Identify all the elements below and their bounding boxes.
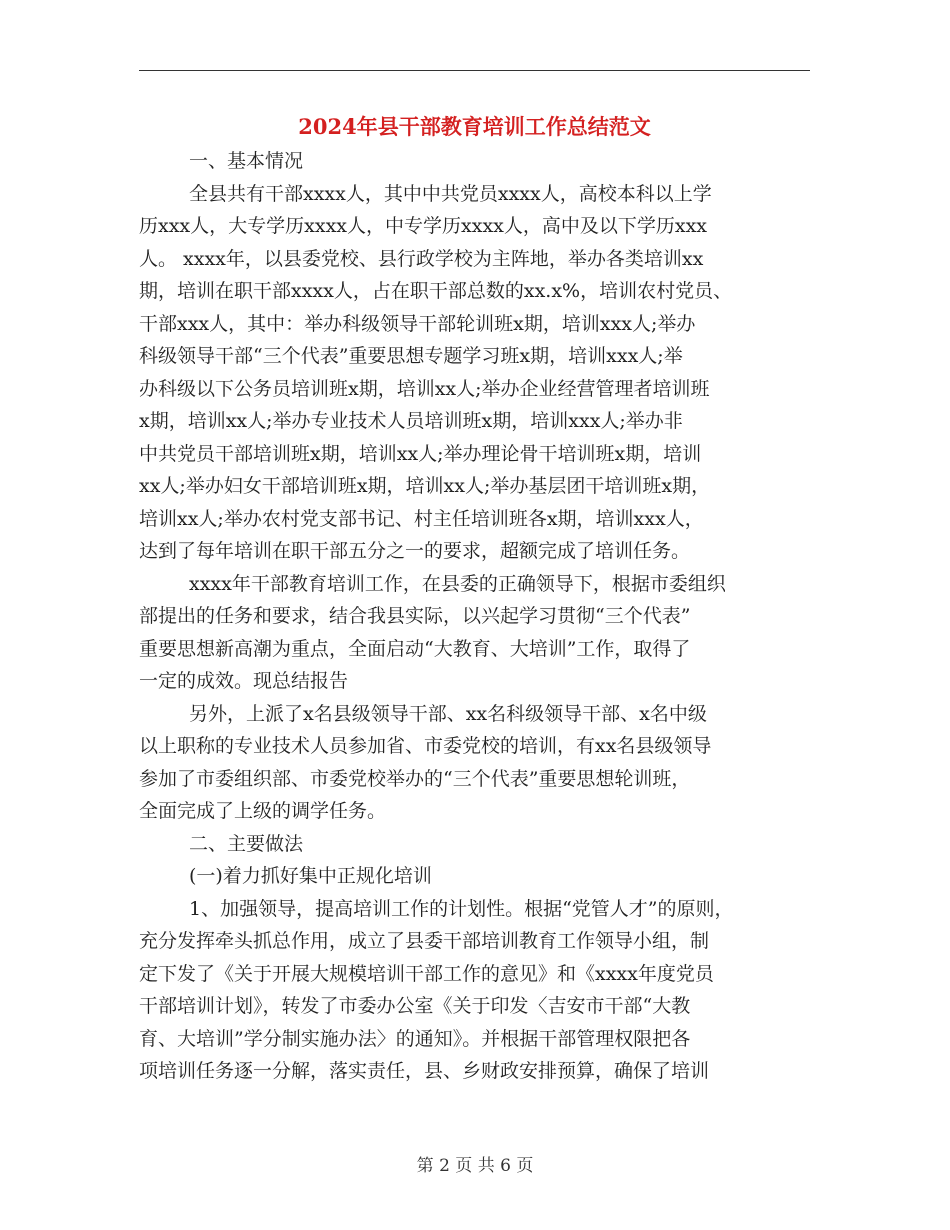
- text-line: 一、基本情况: [189, 150, 304, 172]
- text-line: 历xxx人，大专学历xxxx人，中专学历xxxx人，高中及以下学历xxx: [139, 215, 708, 237]
- text-line: 定下发了《关于开展大规模培训干部工作的意见》和《xxxx年度党员: [139, 962, 714, 985]
- text-line: 以上职称的专业技术人员参加省、市委党校的培训，有xx名县级领导: [139, 735, 712, 757]
- text-line: 充分发挥牵头抓总作用，成立了县委干部培训教育工作领导小组，制: [139, 930, 710, 952]
- text-line: 中共党员干部培训班x期，培训xx人;举办理论骨干培训班x期，培训: [139, 442, 702, 465]
- text-line: 期，培训在职干部xxxx人，占在职干部总数的xx.x%，培训农村党员、: [139, 280, 733, 302]
- text-line: 参加了市委组织部、市委党校举办的“三个代表”重要思想轮训班，: [139, 767, 691, 790]
- text-line: 项培训任务逐一分解，落实责任，县、乡财政安排预算，确保了培训: [139, 1060, 710, 1082]
- text-line: 部提出的任务和要求，结合我县实际，以兴起学习贯彻“三个代表”: [139, 605, 691, 627]
- text-line: 另外，上派了x名县级领导干部、xx名科级领导干部、x名中级: [189, 702, 707, 725]
- text-line: 人。 xxxx年，以县委党校、县行政学校为主阵地，举办各类培训xx: [139, 247, 704, 270]
- header-rule: [139, 70, 810, 71]
- text-line: 办科级以下公务员培训班x期，培训xx人;举办企业经营管理者培训班: [139, 377, 710, 400]
- text-line: 科级领导干部“三个代表”重要思想专题学习班x期，培训xxx人;举: [139, 345, 683, 367]
- page-number: 第 2 页 共 6 页: [416, 1156, 534, 1176]
- text-line: 干部xxx人，其中：举办科级领导干部轮训班x期，培训xxx人;举办: [139, 312, 696, 335]
- text-line: 全面完成了上级的调学任务。: [139, 800, 387, 822]
- text-line: (一)着力抓好集中正规化培训: [189, 865, 432, 887]
- document-body: [139, 145, 810, 1088]
- text-line: 1、加强领导，提高培训工作的计划性。根据“党管人才”的原则，: [189, 897, 734, 920]
- text-line: 重要思想新高潮为重点，全面启动“大教育、大培训”工作，取得了: [139, 637, 691, 660]
- text-line: 二、主要做法: [189, 832, 304, 855]
- text-line: xx人;举办妇女干部培训班x期，培训xx人;举办基层团干培训班x期，: [139, 475, 711, 497]
- text-line: 一定的成效。现总结报告: [139, 670, 349, 692]
- text-line: xxxx年干部教育培训工作，在县委的正确领导下，根据市委组织: [189, 572, 726, 595]
- document-title: 2024年县干部教育培训工作总结范文: [298, 114, 651, 139]
- text-line: 达到了每年培训在职干部五分之一的要求，超额完成了培训任务。: [139, 540, 691, 562]
- text-line: x期，培训xx人;举办专业技术人员培训班x期，培训xxx人;举办非: [139, 410, 683, 432]
- text-line: 全县共有干部xxxx人，其中中共党员xxxx人，高校本科以上学: [189, 182, 712, 205]
- text-line: 培训xx人;举办农村党支部书记、村主任培训班各x期，培训xxx人，: [139, 507, 704, 530]
- text-line: 干部培训计划》，转发了市委办公室《关于印发〈吉安市干部“大教: [139, 995, 691, 1017]
- text-line: 育、大培训”学分制实施办法〉的通知》。并根据干部管理权限把各: [139, 1027, 691, 1050]
